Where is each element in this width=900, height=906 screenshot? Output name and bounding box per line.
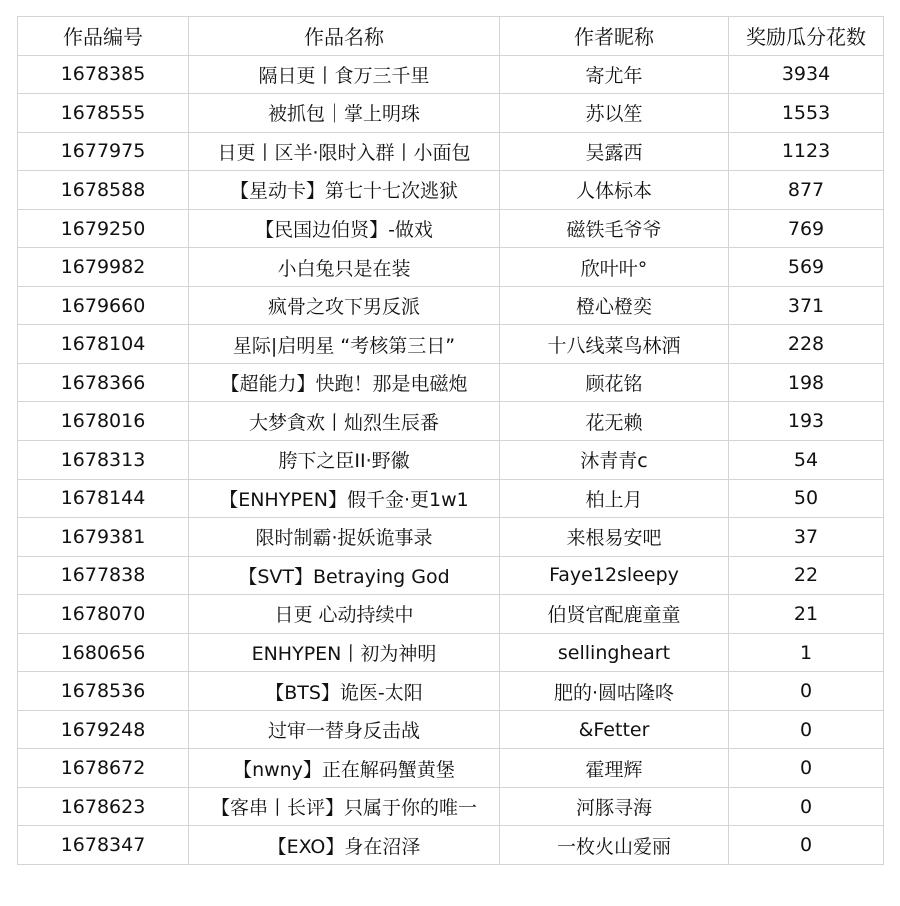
table-row: [18, 595, 884, 634]
author-nickname-cell: 伯贤官配鹿童童: [500, 595, 729, 634]
work-title-cell: 日更丨区半·限时入群丨小面包: [189, 132, 500, 171]
table-row: [18, 286, 884, 325]
table-row: [18, 325, 884, 364]
author-nickname-cell: 霍理辉: [500, 749, 729, 788]
table-row: [18, 518, 884, 557]
author-nickname-cell: 苏以笙: [500, 94, 729, 133]
work-id-cell: 1678016: [18, 402, 189, 441]
author-nickname-cell: 河豚寻海: [500, 787, 729, 826]
table-row: [18, 787, 884, 826]
table-row: [18, 826, 884, 865]
reward-flowers-cell: 228: [729, 325, 884, 364]
work-id-cell: 1678555: [18, 94, 189, 133]
table-row: [18, 633, 884, 672]
reward-flowers-cell: 50: [729, 479, 884, 518]
work-title-cell: 过审一替身反击战: [189, 710, 500, 749]
author-nickname-cell: 磁铁毛爷爷: [500, 209, 729, 248]
work-title-cell: ENHYPEN丨初为神明: [189, 633, 500, 672]
work-id-cell: 1677838: [18, 556, 189, 595]
reward-flowers-cell: 37: [729, 518, 884, 557]
work-title-cell: 日更 心动持续中: [189, 595, 500, 634]
author-nickname-cell: 柏上月: [500, 479, 729, 518]
work-title-cell: 被抓包｜掌上明珠: [189, 94, 500, 133]
work-title-cell: 【星动卡】第七十七次逃狱: [189, 171, 500, 210]
work-id-cell: 1678366: [18, 363, 189, 402]
work-title-cell: 隔日更丨食万三千里: [189, 55, 500, 94]
work-id-cell: 1677975: [18, 132, 189, 171]
reward-flowers-cell: 0: [729, 787, 884, 826]
header-author-nickname: 作者昵称: [500, 17, 729, 56]
author-nickname-cell: 十八线菜鸟林洒: [500, 325, 729, 364]
work-id-cell: 1679250: [18, 209, 189, 248]
table-row: [18, 749, 884, 788]
reward-flowers-cell: 0: [729, 710, 884, 749]
work-title-cell: 【EXO】身在沼泽: [189, 826, 500, 865]
table-row: [18, 402, 884, 441]
work-id-cell: 1678104: [18, 325, 189, 364]
work-title-cell: 大梦貪欢丨灿烈生辰番: [189, 402, 500, 441]
header-row: [18, 17, 884, 56]
work-title-cell: 【民国边伯贤】-做戏: [189, 209, 500, 248]
work-title-cell: 限时制霸·捉妖诡事录: [189, 518, 500, 557]
work-title-cell: 星际|启明星 “考核第三日”: [189, 325, 500, 364]
reward-flowers-cell: 21: [729, 595, 884, 634]
work-id-cell: 1678623: [18, 787, 189, 826]
author-nickname-cell: 欣叶叶°: [500, 248, 729, 287]
author-nickname-cell: 寄尤年: [500, 55, 729, 94]
header-work-title: 作品名称: [189, 17, 500, 56]
work-id-cell: 1679660: [18, 286, 189, 325]
author-nickname-cell: 来根易安吧: [500, 518, 729, 557]
author-nickname-cell: 一枚火山爱丽: [500, 826, 729, 865]
work-id-cell: 1678536: [18, 672, 189, 711]
table-row: [18, 479, 884, 518]
work-title-cell: 【ENHYPEN】假千金·更1w1: [189, 479, 500, 518]
work-id-cell: 1679381: [18, 518, 189, 557]
work-title-cell: 【BTS】诡医-太阳: [189, 672, 500, 711]
rewards-table: [17, 16, 884, 865]
table-row: [18, 132, 884, 171]
reward-flowers-cell: 0: [729, 749, 884, 788]
reward-flowers-cell: 3934: [729, 55, 884, 94]
table-row: [18, 556, 884, 595]
work-title-cell: 【nwny】正在解码蟹黄堡: [189, 749, 500, 788]
table-row: [18, 94, 884, 133]
table-row: [18, 710, 884, 749]
work-id-cell: 1678588: [18, 171, 189, 210]
reward-flowers-cell: 54: [729, 441, 884, 480]
author-nickname-cell: 人体标本: [500, 171, 729, 210]
work-id-cell: 1678385: [18, 55, 189, 94]
reward-flowers-cell: 1123: [729, 132, 884, 171]
table-row: [18, 55, 884, 94]
work-title-cell: 疯骨之攻下男反派: [189, 286, 500, 325]
table-row: [18, 672, 884, 711]
reward-flowers-cell: 22: [729, 556, 884, 595]
table-row: [18, 441, 884, 480]
author-nickname-cell: 肥的·圆咕隆咚: [500, 672, 729, 711]
author-nickname-cell: 顾花铭: [500, 363, 729, 402]
table-row: [18, 209, 884, 248]
reward-flowers-cell: 877: [729, 171, 884, 210]
reward-flowers-cell: 769: [729, 209, 884, 248]
work-title-cell: 【超能力】快跑！那是电磁炮: [189, 363, 500, 402]
work-title-cell: 小白兔只是在装: [189, 248, 500, 287]
work-title-cell: 【SVT】Betraying God: [189, 556, 500, 595]
reward-flowers-cell: 198: [729, 363, 884, 402]
header-work-id: 作品编号: [18, 17, 189, 56]
author-nickname-cell: 橙心橙奕: [500, 286, 729, 325]
reward-flowers-cell: 0: [729, 826, 884, 865]
reward-flowers-cell: 1: [729, 633, 884, 672]
author-nickname-cell: Faye12sleepy: [500, 556, 729, 595]
reward-flowers-cell: 193: [729, 402, 884, 441]
work-id-cell: 1678313: [18, 441, 189, 480]
work-id-cell: 1678672: [18, 749, 189, 788]
table-row: [18, 363, 884, 402]
work-id-cell: 1679248: [18, 710, 189, 749]
author-nickname-cell: sellingheart: [500, 633, 729, 672]
table-row: [18, 171, 884, 210]
table-row: [18, 248, 884, 287]
work-title-cell: 【客串丨长评】只属于你的唯一: [189, 787, 500, 826]
reward-flowers-cell: 0: [729, 672, 884, 711]
author-nickname-cell: 吴露西: [500, 132, 729, 171]
author-nickname-cell: 沐青青c: [500, 441, 729, 480]
work-id-cell: 1680656: [18, 633, 189, 672]
author-nickname-cell: 花无赖: [500, 402, 729, 441]
work-title-cell: 胯下之臣II·野徽: [189, 441, 500, 480]
work-id-cell: 1678070: [18, 595, 189, 634]
reward-flowers-cell: 569: [729, 248, 884, 287]
header-reward-flowers: 奖励瓜分花数: [729, 17, 884, 56]
reward-flowers-cell: 1553: [729, 94, 884, 133]
work-id-cell: 1678144: [18, 479, 189, 518]
work-id-cell: 1678347: [18, 826, 189, 865]
table-body: [18, 55, 884, 864]
reward-flowers-cell: 371: [729, 286, 884, 325]
author-nickname-cell: &Fetter: [500, 710, 729, 749]
work-id-cell: 1679982: [18, 248, 189, 287]
